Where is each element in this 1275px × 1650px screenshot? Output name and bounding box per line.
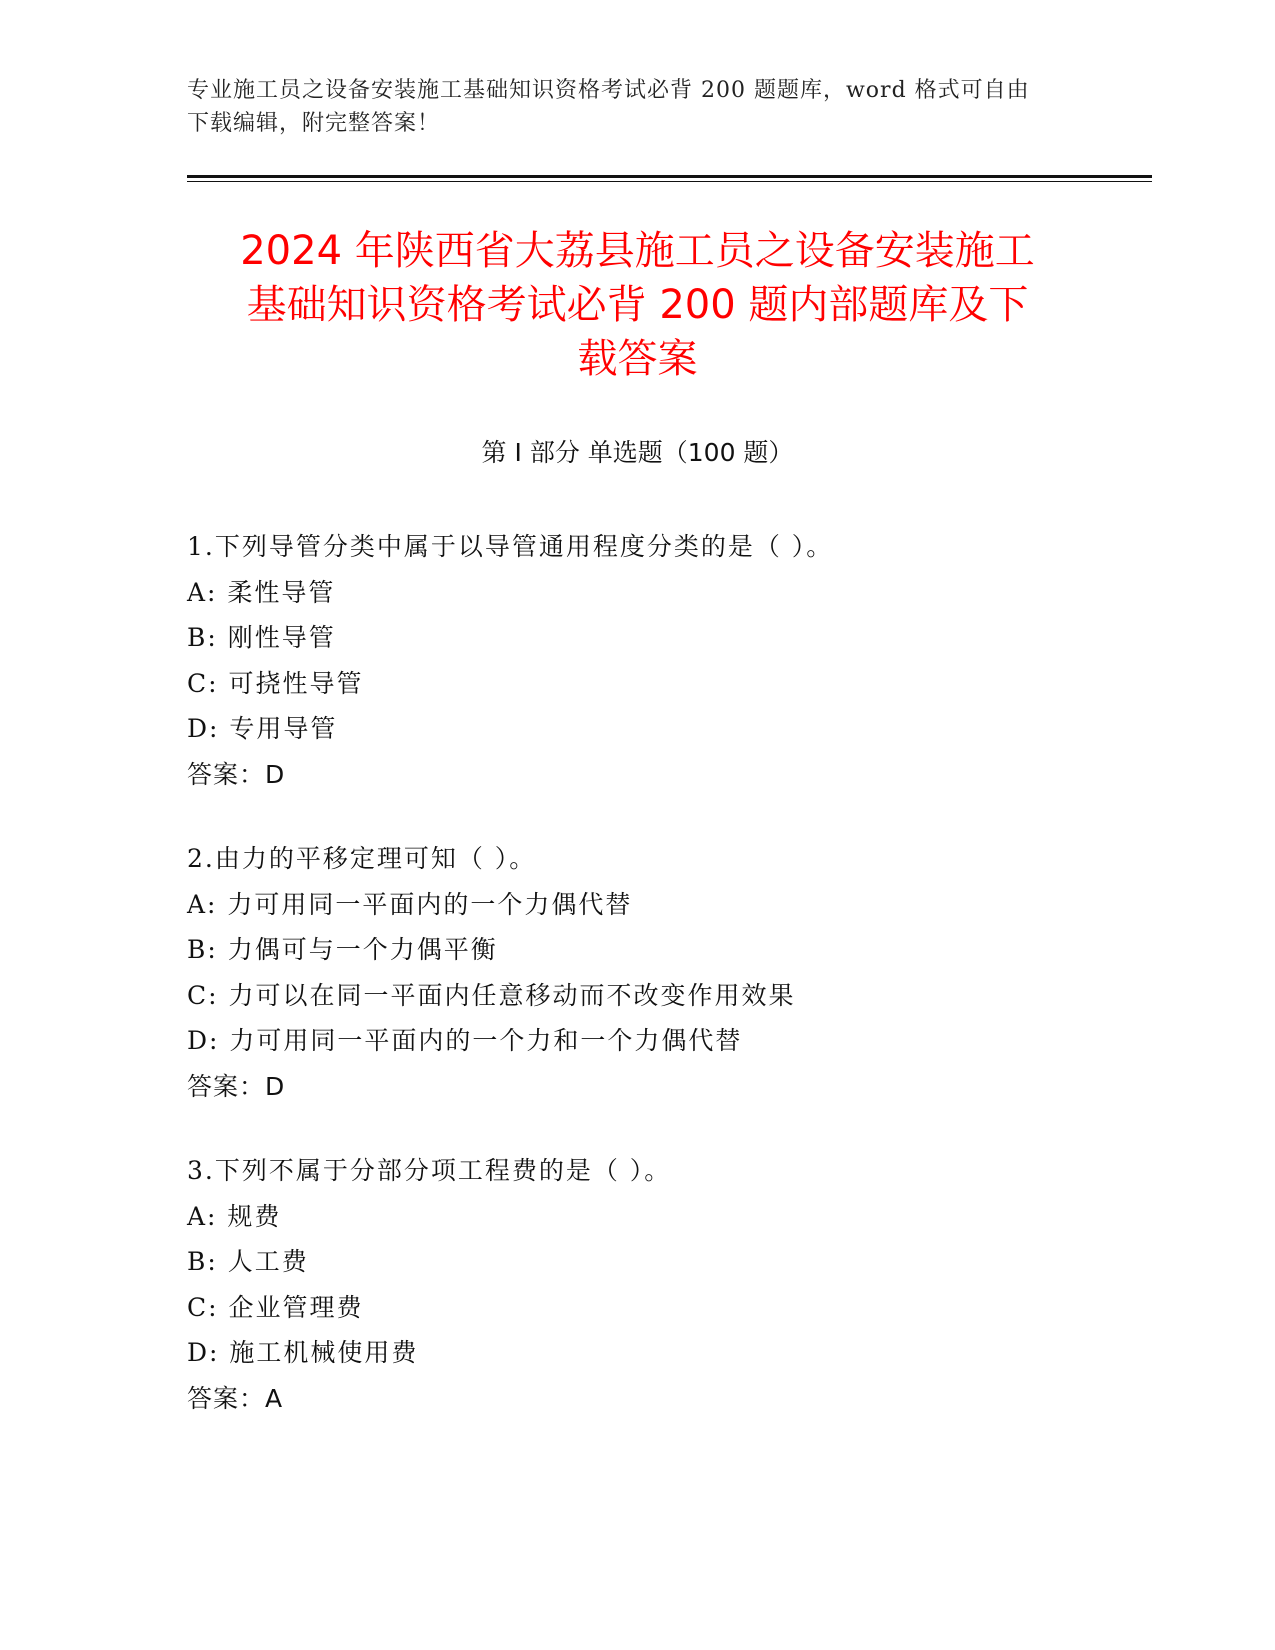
option-c: C: 企业管理费 [187, 1292, 364, 1322]
option-b: B: 刚性导管 [187, 623, 336, 652]
answer: 答案：D [187, 759, 286, 789]
option-a: A: 柔性导管 [187, 577, 336, 607]
document-title-line-3: 载答案 [577, 336, 698, 382]
header-note-line-1: 专业施工员之设备安装施工基础知识资格考试必背 200 题题库，word 格式可自由 [187, 78, 1030, 103]
answer: 答案：A [187, 1383, 284, 1413]
question-stem: 2.由力的平移定理可知（ ）。 [187, 844, 537, 873]
header-note [187, 74, 1077, 140]
question-list [187, 524, 1147, 1421]
answer: 答案：D [187, 1071, 286, 1101]
document-title-line-2: 基础知识资格考试必背 200 题内部题库及下 [246, 282, 1029, 328]
option-d: D: 施工机械使用费 [187, 1338, 419, 1367]
option-a: A: 规费 [187, 1201, 282, 1231]
header-note-line-2: 下载编辑，附完整答案！ [187, 111, 441, 136]
question-stem: 3.下列不属于分部分项工程费的是（ ）。 [187, 1156, 672, 1185]
option-d: D: 专用导管 [187, 714, 338, 743]
question-2 [187, 836, 1147, 1109]
question-stem: 1.下列导管分类中属于以导管通用程度分类的是（ ）。 [187, 532, 834, 561]
option-d: D: 力可用同一平面内的一个力和一个力偶代替 [187, 1026, 743, 1055]
header-divider-thin [187, 181, 1152, 182]
option-b: B: 人工费 [187, 1247, 309, 1276]
option-c: C: 可挠性导管 [187, 668, 364, 698]
question-1 [187, 524, 1147, 797]
question-3 [187, 1148, 1147, 1421]
header-divider-thick [187, 175, 1152, 178]
document-title [160, 224, 1115, 386]
option-a: A: 力可用同一平面内的一个力偶代替 [187, 889, 633, 919]
document-title-line-1: 2024 年陕西省大荔县施工员之设备安装施工 [240, 228, 1035, 274]
option-b: B: 力偶可与一个力偶平衡 [187, 935, 498, 964]
section-title: 第 I 部分 单选题（100 题） [481, 438, 794, 467]
option-c: C: 力可以在同一平面内任意移动而不改变作用效果 [187, 980, 796, 1010]
